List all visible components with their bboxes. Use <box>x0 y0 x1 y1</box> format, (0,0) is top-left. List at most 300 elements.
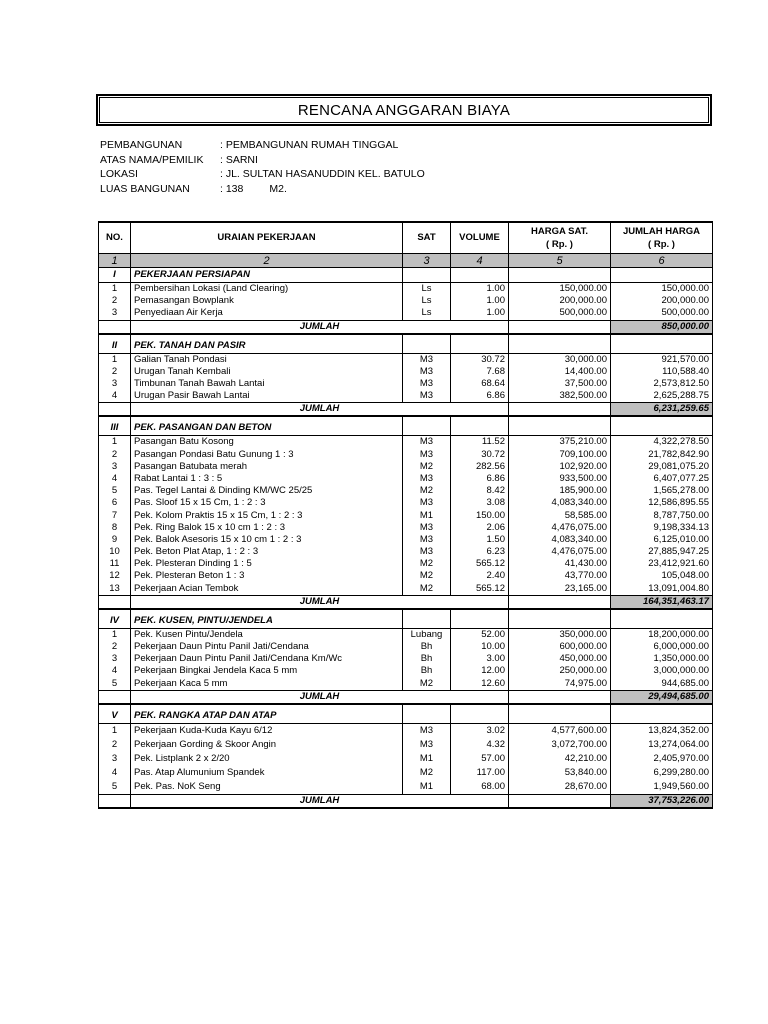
item-number: 3 <box>99 307 131 320</box>
item-volume: 3.00 <box>451 653 509 665</box>
section-title: PEK. TANAH DAN PASIR <box>131 339 403 354</box>
item-number: 11 <box>99 558 131 570</box>
item-number: 2 <box>99 295 131 307</box>
item-total-price: 3,000,000.00 <box>611 665 713 677</box>
item-unit: M1 <box>403 780 451 795</box>
item-total-price: 12,586,895.55 <box>611 497 713 509</box>
item-number: 3 <box>99 752 131 766</box>
header-harga-line1: HARGA SAT. <box>531 226 588 237</box>
item-volume: 30.72 <box>451 353 509 366</box>
item-total-price: 105,048.00 <box>611 570 713 582</box>
empty-cell <box>451 268 509 283</box>
info-row-pembangunan <box>100 138 425 153</box>
item-total-price: 944,685.00 <box>611 678 713 691</box>
item-total-price: 2,405,970.00 <box>611 752 713 766</box>
item-total-price: 6,125,010.00 <box>611 534 713 546</box>
item-volume: 565.12 <box>451 558 509 570</box>
item-volume: 7.68 <box>451 366 509 378</box>
item-volume: 12.00 <box>451 665 509 677</box>
empty-cell <box>509 794 611 808</box>
document-title <box>96 94 712 126</box>
table-row <box>99 546 713 558</box>
empty-cell <box>611 339 713 354</box>
item-number: 5 <box>99 678 131 691</box>
item-unit: M2 <box>403 461 451 473</box>
item-number: 2 <box>99 738 131 752</box>
table-row <box>99 307 713 320</box>
section-total-value: 164,351,463.17 <box>611 595 713 609</box>
item-unit-price: 37,500.00 <box>509 378 611 390</box>
empty-cell <box>611 421 713 436</box>
section-number: V <box>99 709 131 724</box>
item-description: Pas. Sloof 15 x 15 Cm, 1 : 2 : 3 <box>131 497 403 509</box>
header-no: NO. <box>99 222 131 254</box>
header-harga <box>509 222 611 254</box>
item-description: Pekerjaan Daun Pintu Panil Jati/Cendana <box>131 641 403 653</box>
item-unit-price: 185,900.00 <box>509 485 611 497</box>
item-unit-price: 41,430.00 <box>509 558 611 570</box>
item-unit: Ls <box>403 307 451 320</box>
item-unit: M3 <box>403 390 451 403</box>
item-volume: 2.06 <box>451 522 509 534</box>
section-number: III <box>99 421 131 436</box>
section-title: PEK. PASANGAN DAN BETON <box>131 421 403 436</box>
item-number: 8 <box>99 522 131 534</box>
item-volume: 11.52 <box>451 436 509 449</box>
header-jumlah-line1: JUMLAH HARGA <box>622 226 701 237</box>
item-unit-price: 375,210.00 <box>509 436 611 449</box>
item-description: Pek. Listplank 2 x 2/20 <box>131 752 403 766</box>
item-total-price: 8,787,750.00 <box>611 509 713 521</box>
table-row <box>99 449 713 461</box>
empty-cell <box>99 794 131 808</box>
item-volume: 565.12 <box>451 583 509 596</box>
column-number: 2 <box>131 254 403 268</box>
item-unit: M3 <box>403 534 451 546</box>
section-title: PEK. RANGKA ATAP DAN ATAP <box>131 709 403 724</box>
item-number: 4 <box>99 473 131 485</box>
item-unit-price: 4,577,600.00 <box>509 723 611 738</box>
item-description: Pek. Ring Balok 15 x 10 cm 1 : 2 : 3 <box>131 522 403 534</box>
info-value: : PEMBANGUNAN RUMAH TINGGAL <box>220 139 399 151</box>
section-header-row <box>99 614 713 629</box>
table-row <box>99 283 713 296</box>
item-unit-price: 250,000.00 <box>509 665 611 677</box>
section-total-value: 850,000.00 <box>611 320 713 334</box>
item-description: Pek. Kusen Pintu/Jendela <box>131 628 403 641</box>
item-description: Pas. Tegel Lantai & Dinding KM/WC 25/25 <box>131 485 403 497</box>
table-header-row <box>99 222 713 254</box>
table-row <box>99 723 713 738</box>
header-harga-line2: ( Rp. ) <box>546 239 573 250</box>
section-header-row <box>99 268 713 283</box>
item-total-price: 110,588.40 <box>611 366 713 378</box>
item-description: Pasangan Batu Kosong <box>131 436 403 449</box>
item-description: Urugan Pasir Bawah Lantai <box>131 390 403 403</box>
item-unit-price: 3,072,700.00 <box>509 738 611 752</box>
empty-cell <box>99 403 131 417</box>
item-description: Galian Tanah Pondasi <box>131 353 403 366</box>
item-description: Pemasangan Bowplank <box>131 295 403 307</box>
table-row <box>99 534 713 546</box>
empty-cell <box>403 339 451 354</box>
item-description: Penyediaan Air Kerja <box>131 307 403 320</box>
item-total-price: 6,000,000.00 <box>611 641 713 653</box>
item-total-price: 29,081,075.20 <box>611 461 713 473</box>
item-total-price: 921,570.00 <box>611 353 713 366</box>
item-total-price: 13,274,064.00 <box>611 738 713 752</box>
budget-table <box>98 221 713 809</box>
item-unit-price: 450,000.00 <box>509 653 611 665</box>
table-row <box>99 295 713 307</box>
item-unit: Bh <box>403 665 451 677</box>
item-unit: M3 <box>403 522 451 534</box>
table-row <box>99 738 713 752</box>
table-row <box>99 752 713 766</box>
empty-cell <box>99 690 131 704</box>
empty-cell <box>99 320 131 334</box>
table-row <box>99 522 713 534</box>
item-volume: 117.00 <box>451 766 509 780</box>
empty-cell <box>509 421 611 436</box>
column-number: 1 <box>99 254 131 268</box>
header-jumlah <box>611 222 713 254</box>
item-description: Pek. Plesteran Beton 1 : 3 <box>131 570 403 582</box>
project-info <box>100 138 425 196</box>
header-sat: SAT <box>403 222 451 254</box>
table-row <box>99 678 713 691</box>
empty-cell <box>509 690 611 704</box>
item-number: 1 <box>99 283 131 296</box>
section-number: IV <box>99 614 131 629</box>
item-total-price: 1,565,278.00 <box>611 485 713 497</box>
info-value: : JL. SULTAN HASANUDDIN KEL. BATULO <box>220 168 425 180</box>
empty-cell <box>611 709 713 724</box>
section-total-label: JUMLAH <box>131 794 509 808</box>
table-row <box>99 390 713 403</box>
item-unit-price: 4,476,075.00 <box>509 522 611 534</box>
item-number: 2 <box>99 449 131 461</box>
table-row <box>99 653 713 665</box>
item-unit-price: 709,100.00 <box>509 449 611 461</box>
item-description: Urugan Tanah Kembali <box>131 366 403 378</box>
item-unit: M3 <box>403 449 451 461</box>
item-unit: M3 <box>403 366 451 378</box>
item-description: Pekerjaan Kaca 5 mm <box>131 678 403 691</box>
item-total-price: 6,299,280.00 <box>611 766 713 780</box>
item-unit-price: 150,000.00 <box>509 283 611 296</box>
section-total-label: JUMLAH <box>131 403 509 417</box>
item-description: Pek. Plesteran Dinding 1 : 5 <box>131 558 403 570</box>
item-number: 1 <box>99 723 131 738</box>
table-row <box>99 485 713 497</box>
item-description: Pekerjaan Daun Pintu Panil Jati/Cendana Km/Wc <box>131 653 403 665</box>
item-number: 7 <box>99 509 131 521</box>
item-number: 2 <box>99 366 131 378</box>
empty-cell <box>403 709 451 724</box>
table-row <box>99 766 713 780</box>
item-number: 3 <box>99 461 131 473</box>
table-row <box>99 378 713 390</box>
table-row <box>99 641 713 653</box>
item-number: 3 <box>99 378 131 390</box>
item-number: 10 <box>99 546 131 558</box>
section-total-row <box>99 595 713 609</box>
item-volume: 6.86 <box>451 390 509 403</box>
item-description: Pek. Beton Plat Atap, 1 : 2 : 3 <box>131 546 403 558</box>
section-header-row <box>99 421 713 436</box>
table-row <box>99 780 713 795</box>
item-unit: M2 <box>403 558 451 570</box>
item-unit-price: 382,500.00 <box>509 390 611 403</box>
info-value: : SARNI <box>220 153 258 166</box>
item-total-price: 13,091,004.80 <box>611 583 713 596</box>
item-number: 13 <box>99 583 131 596</box>
item-volume: 1.50 <box>451 534 509 546</box>
empty-cell <box>451 709 509 724</box>
item-unit-price: 30,000.00 <box>509 353 611 366</box>
section-header-row <box>99 339 713 354</box>
item-unit: M3 <box>403 497 451 509</box>
item-number: 1 <box>99 353 131 366</box>
section-header-row <box>99 709 713 724</box>
empty-cell <box>509 320 611 334</box>
column-number: 5 <box>509 254 611 268</box>
item-volume: 8.42 <box>451 485 509 497</box>
budget-table-body <box>99 222 713 808</box>
item-total-price: 500,000.00 <box>611 307 713 320</box>
item-total-price: 150,000.00 <box>611 283 713 296</box>
item-unit: Lubang <box>403 628 451 641</box>
item-volume: 1.00 <box>451 295 509 307</box>
item-unit: M2 <box>403 678 451 691</box>
item-number: 1 <box>99 436 131 449</box>
item-total-price: 9,198,334.13 <box>611 522 713 534</box>
item-unit-price: 43,770.00 <box>509 570 611 582</box>
item-description: Pekerjaan Gording & Skoor Angin <box>131 738 403 752</box>
item-unit-price: 42,210.00 <box>509 752 611 766</box>
section-title: PEK. KUSEN, PINTU/JENDELA <box>131 614 403 629</box>
empty-cell <box>451 339 509 354</box>
empty-cell <box>403 614 451 629</box>
empty-cell <box>509 595 611 609</box>
empty-cell <box>403 268 451 283</box>
item-number: 9 <box>99 534 131 546</box>
item-unit-price: 4,083,340.00 <box>509 497 611 509</box>
item-unit: Bh <box>403 641 451 653</box>
item-unit-price: 58,585.00 <box>509 509 611 521</box>
item-total-price: 27,885,947.25 <box>611 546 713 558</box>
item-unit: Bh <box>403 653 451 665</box>
item-unit-price: 23,165.00 <box>509 583 611 596</box>
item-volume: 1.00 <box>451 283 509 296</box>
item-description: Rabat Lantai 1 : 3 : 5 <box>131 473 403 485</box>
table-row <box>99 436 713 449</box>
item-volume: 282.56 <box>451 461 509 473</box>
empty-cell <box>509 268 611 283</box>
item-unit: M3 <box>403 723 451 738</box>
item-description: Pas. Atap Alumunium Spandek <box>131 766 403 780</box>
header-volume: VOLUME <box>451 222 509 254</box>
item-description: Pek. Kolom Praktis 15 x 15 Cm, 1 : 2 : 3 <box>131 509 403 521</box>
item-description: Pek. Balok Asesoris 15 x 10 cm 1 : 2 : 3 <box>131 534 403 546</box>
item-number: 4 <box>99 390 131 403</box>
table-row <box>99 461 713 473</box>
info-row-luas <box>100 182 425 197</box>
item-unit-price: 53,840.00 <box>509 766 611 780</box>
column-number: 4 <box>451 254 509 268</box>
item-unit-price: 74,975.00 <box>509 678 611 691</box>
item-unit-price: 350,000.00 <box>509 628 611 641</box>
section-total-value: 37,753,226.00 <box>611 794 713 808</box>
item-number: 4 <box>99 766 131 780</box>
item-description: Pekerjaan Acian Tembok <box>131 583 403 596</box>
section-total-row <box>99 403 713 417</box>
info-label: LOKASI <box>100 168 138 180</box>
document-title-text: RENCANA ANGGARAN BIAYA <box>297 101 511 119</box>
table-row <box>99 570 713 582</box>
item-total-price: 23,412,921.60 <box>611 558 713 570</box>
info-value: : 138 <box>220 182 244 195</box>
header-uraian: URAIAN PEKERJAAN <box>131 222 403 254</box>
item-total-price: 6,407,077.25 <box>611 473 713 485</box>
section-total-label: JUMLAH <box>131 595 509 609</box>
section-total-row <box>99 320 713 334</box>
item-unit-price: 600,000.00 <box>509 641 611 653</box>
item-total-price: 13,824,352.00 <box>611 723 713 738</box>
empty-cell <box>451 614 509 629</box>
item-unit-price: 102,920.00 <box>509 461 611 473</box>
empty-cell <box>99 595 131 609</box>
item-unit-price: 933,500.00 <box>509 473 611 485</box>
item-volume: 150.00 <box>451 509 509 521</box>
table-row <box>99 473 713 485</box>
item-unit: M3 <box>403 473 451 485</box>
section-total-label: JUMLAH <box>131 690 509 704</box>
item-volume: 6.86 <box>451 473 509 485</box>
section-title: PEKERJAAN PERSIAPAN <box>131 268 403 283</box>
info-row-lokasi <box>100 167 425 182</box>
item-volume: 57.00 <box>451 752 509 766</box>
item-unit-price: 4,476,075.00 <box>509 546 611 558</box>
item-unit-price: 28,670.00 <box>509 780 611 795</box>
item-unit: M1 <box>403 509 451 521</box>
item-total-price: 21,782,842.90 <box>611 449 713 461</box>
item-unit: M2 <box>403 583 451 596</box>
header-jumlah-line2: ( Rp. ) <box>648 239 675 250</box>
section-total-row <box>99 794 713 808</box>
item-total-price: 2,625,288.75 <box>611 390 713 403</box>
item-unit: Ls <box>403 295 451 307</box>
info-unit: M2. <box>269 182 287 195</box>
item-unit: M3 <box>403 546 451 558</box>
item-volume: 30.72 <box>451 449 509 461</box>
item-volume: 3.08 <box>451 497 509 509</box>
item-unit: M2 <box>403 570 451 582</box>
item-description: Pek. Pas. NoK Seng <box>131 780 403 795</box>
column-number: 3 <box>403 254 451 268</box>
section-total-row <box>99 690 713 704</box>
section-total-label: JUMLAH <box>131 320 509 334</box>
info-label: LUAS BANGUNAN <box>100 182 190 195</box>
item-volume: 4.32 <box>451 738 509 752</box>
table-row <box>99 558 713 570</box>
section-number: I <box>99 268 131 283</box>
table-row <box>99 583 713 596</box>
item-volume: 68.00 <box>451 780 509 795</box>
item-unit: M3 <box>403 353 451 366</box>
item-number: 5 <box>99 780 131 795</box>
item-description: Pasangan Pondasi Batu Gunung 1 : 3 <box>131 449 403 461</box>
item-description: Pekerjaan Kuda-Kuda Kayu 6/12 <box>131 723 403 738</box>
item-unit: M3 <box>403 436 451 449</box>
info-row-pemilik <box>100 153 425 168</box>
item-volume: 1.00 <box>451 307 509 320</box>
column-number-row <box>99 254 713 268</box>
item-total-price: 2,573,812.50 <box>611 378 713 390</box>
section-total-value: 6,231,259.65 <box>611 403 713 417</box>
table-row <box>99 509 713 521</box>
item-volume: 3.02 <box>451 723 509 738</box>
item-unit: M2 <box>403 485 451 497</box>
empty-cell <box>611 614 713 629</box>
table-row <box>99 665 713 677</box>
table-row <box>99 353 713 366</box>
item-unit-price: 14,400.00 <box>509 366 611 378</box>
item-description: Pasangan Batubata merah <box>131 461 403 473</box>
item-number: 5 <box>99 485 131 497</box>
item-description: Pekerjaan Bingkai Jendela Kaca 5 mm <box>131 665 403 677</box>
item-unit: M3 <box>403 378 451 390</box>
item-unit: M2 <box>403 766 451 780</box>
empty-cell <box>509 339 611 354</box>
item-number: 1 <box>99 628 131 641</box>
empty-cell <box>509 614 611 629</box>
item-unit: Ls <box>403 283 451 296</box>
column-number: 6 <box>611 254 713 268</box>
item-number: 12 <box>99 570 131 582</box>
item-volume: 2.40 <box>451 570 509 582</box>
item-volume: 12.60 <box>451 678 509 691</box>
item-volume: 10.00 <box>451 641 509 653</box>
table-row <box>99 497 713 509</box>
item-volume: 68.64 <box>451 378 509 390</box>
item-total-price: 1,949,560.00 <box>611 780 713 795</box>
item-number: 4 <box>99 665 131 677</box>
empty-cell <box>451 421 509 436</box>
table-row <box>99 628 713 641</box>
empty-cell <box>509 709 611 724</box>
item-unit-price: 500,000.00 <box>509 307 611 320</box>
empty-cell <box>611 268 713 283</box>
item-description: Pembersihan Lokasi (Land Clearing) <box>131 283 403 296</box>
item-total-price: 4,322,278.50 <box>611 436 713 449</box>
section-number: II <box>99 339 131 354</box>
item-number: 6 <box>99 497 131 509</box>
item-unit: M1 <box>403 752 451 766</box>
info-label: ATAS NAMA/PEMILIK <box>100 153 204 166</box>
item-total-price: 1,350,000.00 <box>611 653 713 665</box>
item-total-price: 200,000.00 <box>611 295 713 307</box>
empty-cell <box>403 421 451 436</box>
item-volume: 6.23 <box>451 546 509 558</box>
item-unit-price: 4,083,340.00 <box>509 534 611 546</box>
info-label: PEMBANGUNAN <box>100 139 183 151</box>
empty-cell <box>509 403 611 417</box>
item-number: 2 <box>99 641 131 653</box>
item-unit: M3 <box>403 738 451 752</box>
item-total-price: 18,200,000.00 <box>611 628 713 641</box>
